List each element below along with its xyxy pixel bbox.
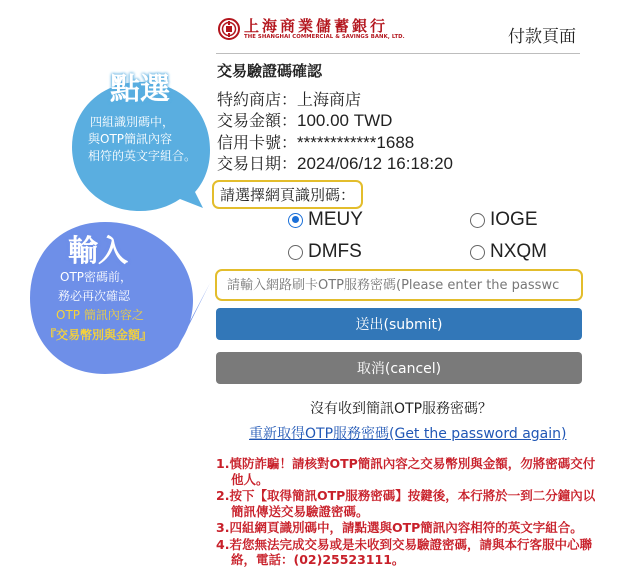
radio-meuy[interactable] [288,213,303,228]
merchant-row [217,89,361,111]
note-item: 4.若您無法完成交易或是未收到交易驗證密碼，請與本行客服中心聯絡，電話：(02)25523111。 [216,536,592,567]
note-item: 1.慎防詐騙！請核對OTP簡訊內容之交易幣別與金額，勿將密碼交付他人。 [216,456,596,487]
bubble-select-line-3: 相符的英文字組合。 [88,149,197,163]
amount-row [217,110,392,132]
note-item: 2.按下【取得簡訊OTP服務密碼】按鍵後，本行將於一到二分鐘內以簡訊傳送交易驗證密碼。 [216,488,596,519]
otp-option-label: IOGE [490,209,538,230]
radio-nxqm[interactable] [470,245,485,260]
amount-label: 交易金額： [217,111,298,130]
otp-option-meuy[interactable] [288,209,363,231]
bubble-input-title: 輸入 [68,234,128,269]
otp-option-label: NXQM [490,241,547,262]
bank-name-en: THE SHANGHAI COMMERCIAL & SAVINGS BANK, LTD. [244,34,405,40]
bank-logo [218,18,405,41]
merchant-value: 上海商店 [297,90,362,109]
date-label: 交易日期： [217,154,298,173]
bubble-input-line-1: OTP密碼前， [60,270,133,284]
otp-select-label: 請選擇網頁識別碼： [212,180,363,209]
otp-option-label: DMFS [308,241,362,262]
bubble-select-title: 點選 [110,72,170,107]
date-value: 2024/06/12 16:18:20 [297,154,453,173]
bubble-select-line-1: 四組識別碼中， [90,115,175,129]
otp-option-dmfs[interactable] [288,241,362,263]
date-row [217,153,453,175]
bubble-input-line-2: 務必再次確認 [58,289,131,303]
submit-button[interactable]: 送出(submit) [216,308,582,340]
bubble-select-line-2: 與OTP簡訊內容 [88,132,173,146]
otp-option-label: MEUY [308,209,363,230]
otp-option-ioge[interactable] [470,209,538,231]
section-title: 交易驗證碼確認 [217,62,323,80]
bubble-input-line-3: OTP 簡訊內容之 [56,308,144,322]
bank-seal-icon [218,18,240,40]
page-header [216,14,580,54]
card-value: ************1688 [297,133,415,152]
notes-list [216,456,596,569]
otp-password-input[interactable] [215,269,583,301]
merchant-label: 特約商店： [217,90,298,109]
bank-name-cn: 上海商業儲蓄銀行 [244,17,389,35]
no-otp-text: 沒有收到簡訊OTP服務密碼？ [310,401,493,417]
bubble-input-line-4: 『交易幣別與金額』 [44,328,153,342]
otp-option-nxqm[interactable] [470,241,547,263]
radio-ioge[interactable] [470,213,485,228]
card-label: 信用卡號： [217,133,298,152]
card-row [217,132,414,154]
note-item: 3.四組網頁識別碼中，請點選與OTP簡訊內容相符的英文字組合。 [216,520,583,535]
amount-value: 100.00 TWD [297,111,393,130]
cancel-button[interactable]: 取消(cancel) [216,352,582,384]
radio-dmfs[interactable] [288,245,303,260]
page-title: 付款頁面 [508,27,576,47]
resend-otp-link[interactable]: 重新取得OTP服務密碼(Get the password again) [249,426,567,442]
